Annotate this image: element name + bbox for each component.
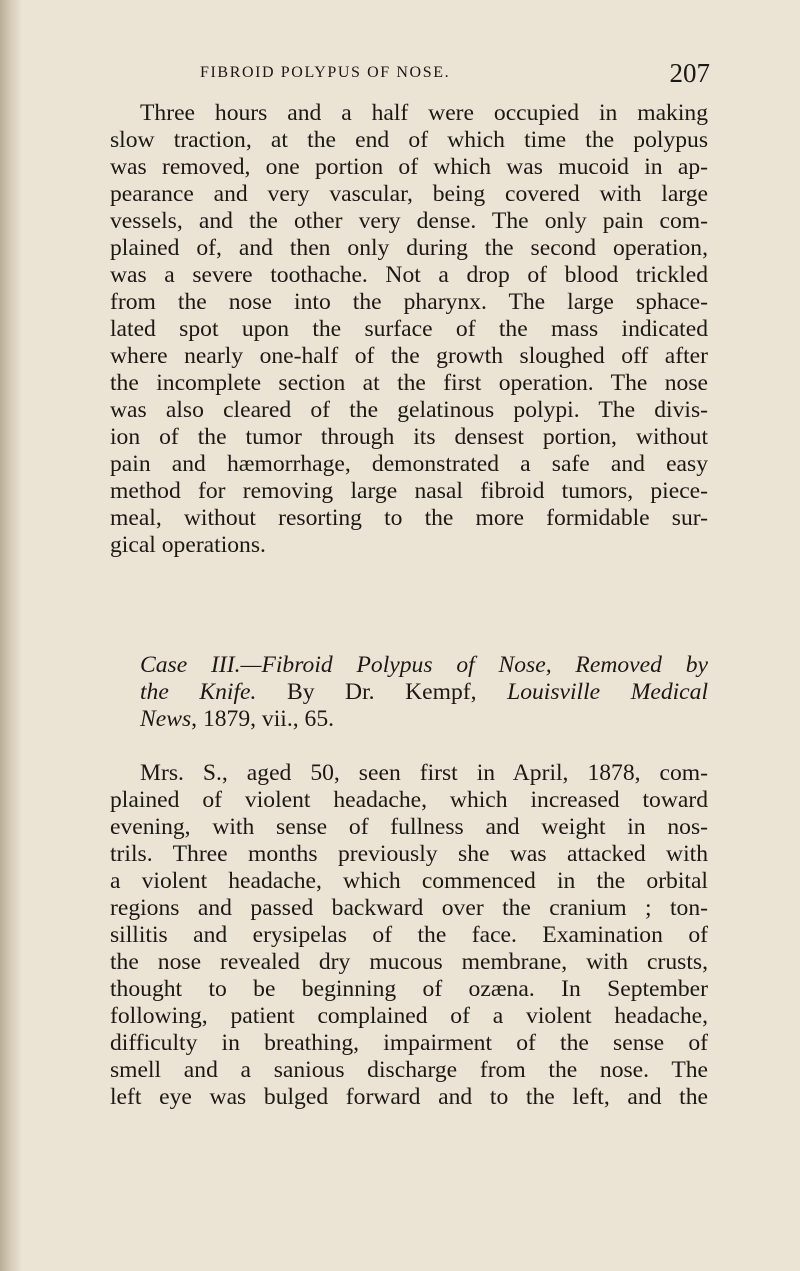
- case-citation-line: [110, 706, 708, 733]
- text-line: ion of the tumor through its densest portion, without: [110, 424, 708, 450]
- citation-details: , 1879, vii., 65.: [191, 706, 335, 732]
- text-line: from the nose into the pharynx. The large sphace-: [110, 289, 708, 315]
- text-line: was a severe toothache. Not a drop of blood trickled: [110, 262, 708, 288]
- case-title-knife: the Knife.: [140, 679, 257, 705]
- case-heading: [110, 652, 708, 733]
- text-line: regions and passed backward over the cranium ; ton-: [110, 895, 708, 921]
- case-title-line-2: [110, 679, 708, 706]
- text-line: gical operations.: [110, 532, 266, 558]
- text-line: sillitis and erysipelas of the face. Examination of: [110, 922, 708, 948]
- text-line: evening, with sense of fullness and weight in nos-: [110, 814, 708, 840]
- text-line: pearance and very vascular, being covered with large: [110, 181, 708, 207]
- page-number: 207: [669, 58, 710, 88]
- case-title-line: Case III.—Fibroid Polypus of Nose, Removed by: [140, 652, 708, 678]
- text-line: where nearly one-half of the growth sloughed off after: [110, 343, 708, 369]
- text-line: Mrs. S., aged 50, seen first in April, 1878, com-: [140, 760, 708, 786]
- text-line: smell and a sanious discharge from the nose. The: [110, 1057, 708, 1083]
- running-head: FIBROID POLYPUS OF NOSE.: [200, 64, 451, 81]
- page-header: [140, 58, 710, 92]
- text-line: the nose revealed dry mucous membrane, with crusts,: [110, 949, 708, 975]
- text-line: meal, without resorting to the more formidable sur-: [110, 505, 708, 531]
- text-line: difficulty in breathing, impairment of the sense of: [110, 1030, 708, 1056]
- page-edge-shadow: [0, 0, 22, 1271]
- journal-name: Louisville Medical: [507, 679, 708, 705]
- text-line: the incomplete section at the first operation. The nose: [110, 370, 708, 396]
- text-line: was also cleared of the gelatinous polypi. The divis-: [110, 397, 708, 423]
- text-line: following, patient complained of a violent headache,: [110, 1003, 708, 1029]
- case-author: By Dr. Kempf,: [256, 679, 508, 705]
- text-line: plained of, and then only during the second operation,: [110, 235, 708, 261]
- text-line: pain and hæmorrhage, demonstrated a safe and easy: [110, 451, 708, 477]
- text-line: method for removing large nasal fibroid tumors, piece-: [110, 478, 708, 504]
- paragraph-polypus-removal: [110, 100, 708, 559]
- text-line: a violent headache, which commenced in the orbital: [110, 868, 708, 894]
- text-line: trils. Three months previously she was attacked with: [110, 841, 708, 867]
- text-line: slow traction, at the end of which time the polypus: [110, 127, 708, 153]
- text-line: plained of violent headache, which increased toward: [110, 787, 708, 813]
- text-line: lated spot upon the surface of the mass indicated: [110, 316, 708, 342]
- text-line: was removed, one portion of which was mucoid in ap-: [110, 154, 708, 180]
- text-line: thought to be beginning of ozæna. In September: [110, 976, 708, 1002]
- text-line: left eye was bulged forward and to the left, and the: [110, 1084, 708, 1110]
- text-line: vessels, and the other very dense. The only pain com-: [110, 208, 708, 234]
- text-line: Three hours and a half were occupied in making: [140, 100, 708, 126]
- journal-name-end: News: [140, 706, 192, 732]
- paragraph-case-history: [110, 760, 708, 1111]
